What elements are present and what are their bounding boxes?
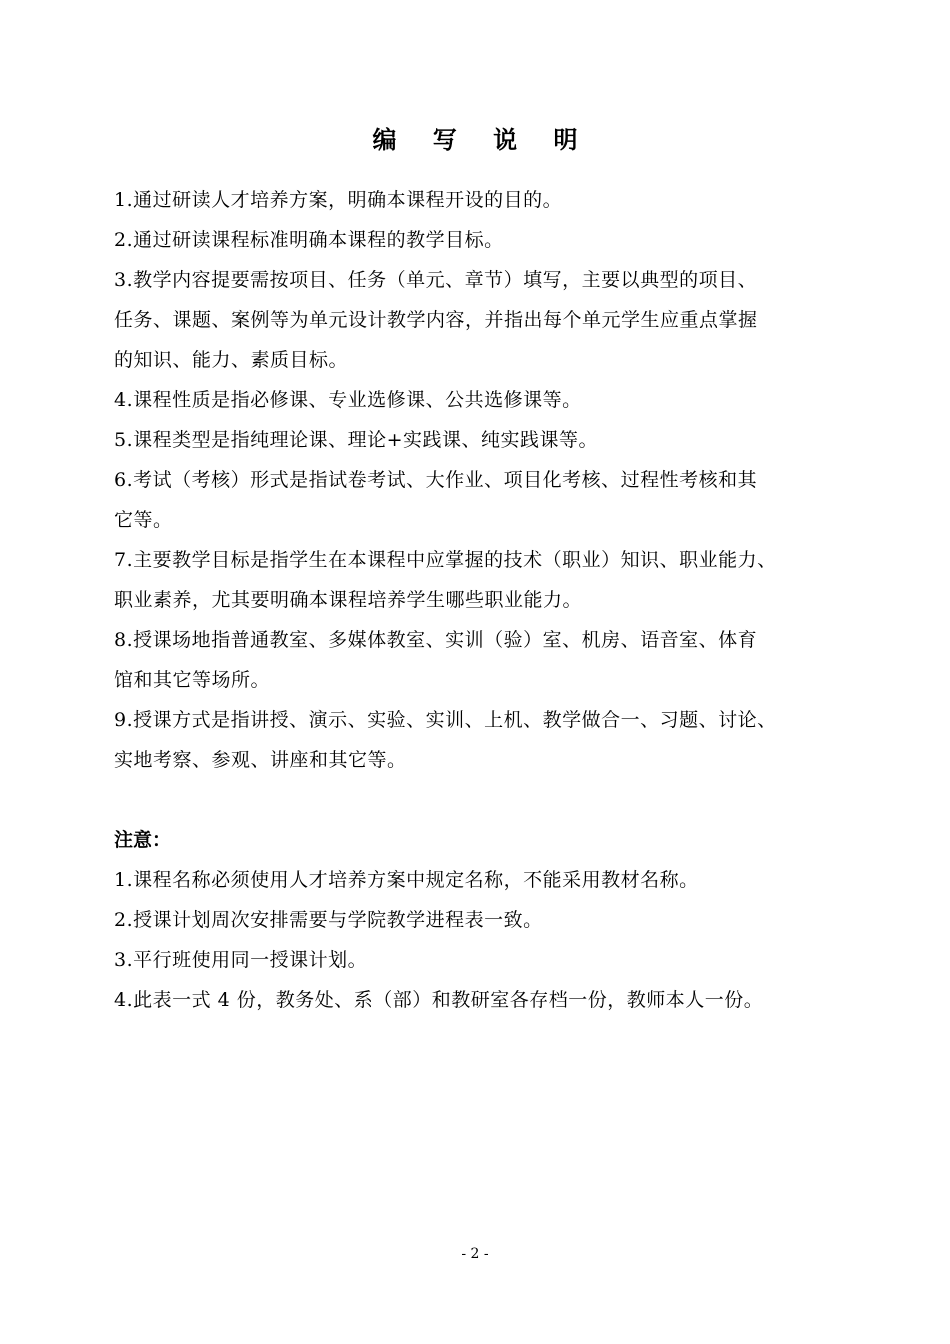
instruction-item-5: 5.课程类型是指纯理论课、理论+实践课、纯实践课等。: [114, 429, 599, 451]
page-number: - 2 -: [461, 1246, 489, 1262]
notice-heading: 注意：: [114, 829, 172, 851]
instruction-item-9: 9.授课方式是指讲授、演示、实验、实训、上机、教学做合一、习题、讨论、 实地考察、参观、讲座和其它等。: [114, 709, 777, 771]
instruction-item-1: 1.通过研读人才培养方案，明确本课程开设的目的。: [114, 189, 563, 211]
instruction-item-6: 6.考试（考核）形式是指试卷考试、大作业、项目化考核、过程性考核和其 它等。: [114, 469, 758, 531]
instruction-item-3: 3.教学内容提要需按项目、任务（单元、章节）填写，主要以典型的项目、 任务、课题、案例等为单元设计教学内容，并指出每个单元学生应重点掌握 的知识、能力、素质目标。: [114, 269, 758, 371]
notice-item-4: 4.此表一式 4 份，教务处、系（部）和教研室各存档一份，教师本人一份。: [114, 989, 764, 1011]
instruction-item-4: 4.课程性质是指必修课、专业选修课、公共选修课等。: [114, 389, 582, 411]
notice-item-1: 1.课程名称必须使用人才培养方案中规定名称，不能采用教材名称。: [114, 869, 699, 891]
section-spacer: [114, 780, 864, 820]
instruction-item-2: 2.通过研读课程标准明确本课程的教学目标。: [114, 229, 504, 251]
instruction-item-7: 7.主要教学目标是指学生在本课程中应掌握的技术（职业）知识、职业能力、 职业素养，尤其要明确本课程培养学生哪些职业能力。: [114, 549, 777, 611]
notice-item-3: 3.平行班使用同一授课计划。: [114, 949, 368, 971]
notice-item-2: 2.授课计划周次安排需要与学院教学进程表一致。: [114, 909, 543, 931]
page-title: 编 写 说 明: [372, 126, 592, 154]
document-body: [114, 180, 864, 1020]
instruction-item-8: 8.授课场地指普通教室、多媒体教室、实训（验）室、机房、语音室、体育 馆和其它等场所。: [114, 629, 758, 691]
